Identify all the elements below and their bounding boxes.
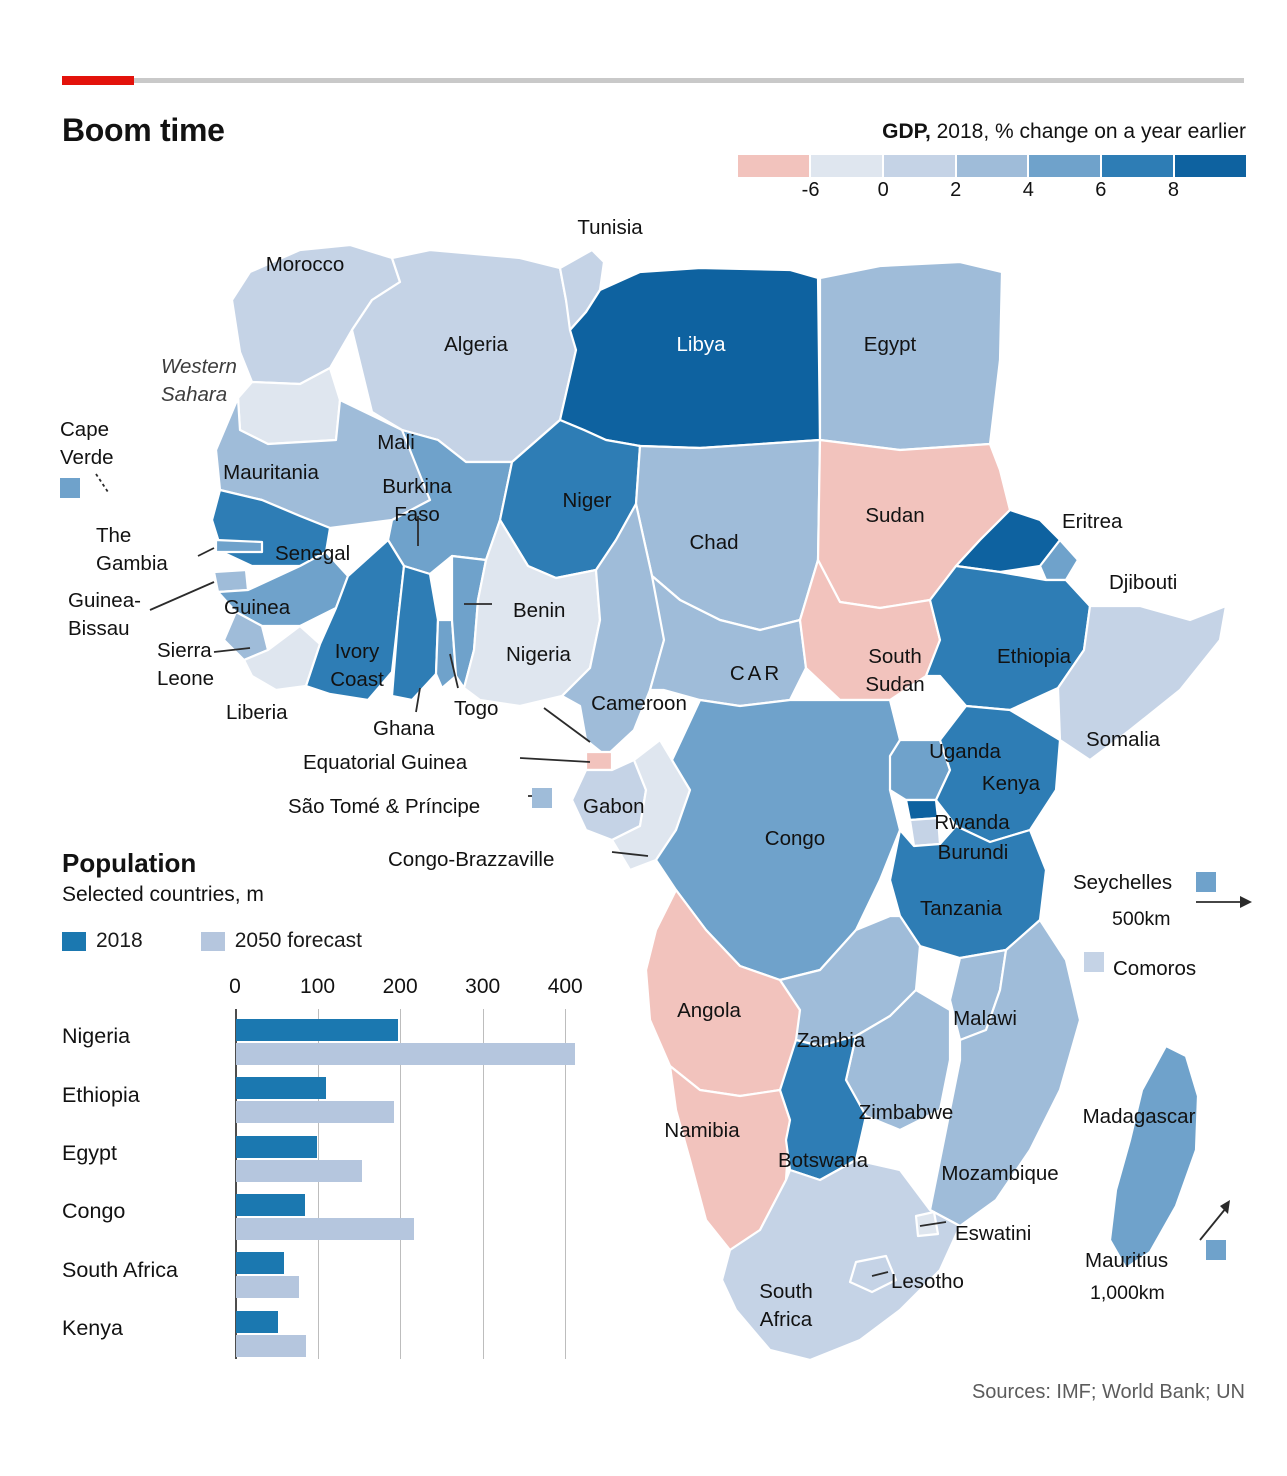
map-label-senegal: Senegal bbox=[275, 542, 351, 565]
map-label-cape: Cape bbox=[60, 418, 110, 441]
legend-label-2050: 2050 forecast bbox=[234, 929, 362, 952]
x-tick-0: 0 bbox=[229, 975, 241, 998]
map-label-djibouti: Djibouti bbox=[1109, 571, 1178, 594]
map-label-comoros: Comoros bbox=[1113, 957, 1197, 980]
island-mauritius bbox=[1206, 1240, 1226, 1260]
gdp-tick-6: 6 bbox=[1095, 179, 1107, 201]
map-label-mali: Mali bbox=[377, 431, 415, 454]
map-label-bissau: Bissau bbox=[68, 617, 130, 640]
map-label-malawi: Malawi bbox=[953, 1007, 1017, 1030]
map-label-burkina: Burkina bbox=[382, 475, 452, 498]
legend-swatch-2018 bbox=[62, 932, 86, 951]
leader-eq-guinea bbox=[520, 758, 590, 762]
leader-gambia bbox=[198, 548, 214, 556]
map-label-namibia: Namibia bbox=[664, 1119, 740, 1142]
x-tick-200: 200 bbox=[382, 975, 418, 998]
gdp-legend-title-rest: 2018, % change on a year earlier bbox=[930, 120, 1246, 143]
bar-2050-kenya bbox=[236, 1335, 306, 1357]
bar-2018-south-africa bbox=[236, 1252, 284, 1274]
category-label-south-africa: South Africa bbox=[62, 1257, 178, 1282]
bar-2050-nigeria bbox=[236, 1043, 575, 1065]
map-label-coast: Coast bbox=[330, 668, 384, 691]
country-guinea-bissau bbox=[214, 570, 248, 592]
map-label-car: CAR bbox=[729, 662, 783, 685]
map-label-burundi: Burundi bbox=[937, 841, 1009, 864]
population-chart-legend bbox=[62, 929, 622, 953]
map-label-eswatini: Eswatini bbox=[955, 1222, 1032, 1245]
scale-500km: 500km bbox=[1112, 908, 1171, 930]
bar-2050-south-africa bbox=[236, 1276, 299, 1298]
map-label-morocco: Morocco bbox=[265, 253, 345, 276]
category-label-congo: Congo bbox=[62, 1199, 126, 1224]
map-label-guinea: Guinea bbox=[224, 596, 291, 619]
bar-2018-kenya bbox=[236, 1311, 278, 1333]
country-rwanda bbox=[906, 800, 938, 820]
map-label-zambia: Zambia bbox=[796, 1029, 866, 1052]
bar-2018-nigeria bbox=[236, 1019, 398, 1041]
gdp-legend-title-bold: GDP, bbox=[882, 120, 931, 143]
map-label-uganda: Uganda bbox=[929, 740, 1001, 763]
map-label-togo: Togo bbox=[454, 697, 499, 720]
map-label-angola: Angola bbox=[677, 999, 741, 1022]
legend-label-2018: 2018 bbox=[96, 929, 143, 952]
map-label-congo: Congo bbox=[764, 827, 826, 850]
map-label-the: The bbox=[96, 524, 132, 547]
bar-2050-egypt bbox=[236, 1160, 362, 1182]
island-cape-verde bbox=[60, 478, 80, 498]
map-label-south: South bbox=[868, 645, 922, 668]
map-label-western: Western bbox=[161, 355, 237, 378]
island-comoros bbox=[1084, 952, 1104, 972]
x-tick-300: 300 bbox=[465, 975, 501, 998]
map-label-eritrea: Eritrea bbox=[1062, 510, 1123, 533]
gdp-tick-2: 2 bbox=[950, 179, 962, 201]
map-label-ethiopia: Ethiopia bbox=[996, 645, 1072, 668]
map-label-egypt: Egypt bbox=[863, 333, 917, 356]
scale-1000km: 1,000km bbox=[1090, 1282, 1165, 1304]
map-label-south: South bbox=[759, 1280, 813, 1303]
map-label-faso: Faso bbox=[394, 503, 440, 526]
map-label-liberia: Liberia bbox=[226, 701, 288, 724]
country-gambia bbox=[216, 540, 262, 552]
map-label-somalia: Somalia bbox=[1085, 728, 1161, 751]
plot-area bbox=[235, 1009, 590, 1359]
map-label-mauritania: Mauritania bbox=[223, 461, 319, 484]
bar-2018-congo bbox=[236, 1194, 305, 1216]
map-label-niger: Niger bbox=[562, 489, 612, 512]
map-label-tunisia: Tunisia bbox=[577, 216, 643, 239]
population-chart-title: Population bbox=[62, 848, 197, 878]
leader-guinea-bissau bbox=[150, 582, 214, 610]
legend-swatch-2050 bbox=[201, 932, 225, 951]
map-label-botswana: Botswana bbox=[777, 1149, 869, 1172]
map-label-mozambique: Mozambique bbox=[941, 1162, 1059, 1185]
arrowhead-mauritius bbox=[1220, 1200, 1230, 1214]
leader-cape-verde bbox=[96, 474, 108, 492]
map-label-s-o-tom-pr-ncipe: São Tomé & Príncipe bbox=[288, 795, 481, 818]
map-label-tanzania: Tanzania bbox=[919, 897, 1003, 920]
category-label-egypt: Egypt bbox=[62, 1140, 117, 1165]
category-label-kenya: Kenya bbox=[62, 1315, 123, 1340]
country-equatorial-guinea bbox=[586, 752, 612, 770]
map-label-algeria: Algeria bbox=[444, 333, 508, 356]
bar-2050-ethiopia bbox=[236, 1101, 394, 1123]
map-label-guinea-: Guinea- bbox=[68, 589, 141, 612]
country-libya bbox=[560, 268, 820, 448]
page-title: Boom time bbox=[62, 112, 225, 148]
map-label-libya: Libya bbox=[676, 333, 726, 356]
map-label-madagascar: Madagascar bbox=[1082, 1105, 1196, 1128]
x-axis-tick-labels bbox=[62, 975, 590, 1005]
map-label-kenya: Kenya bbox=[981, 772, 1041, 795]
x-tick-100: 100 bbox=[300, 975, 336, 998]
sources-note: Sources: IMF; World Bank; UN bbox=[971, 1381, 1245, 1403]
arrowhead-seychelles bbox=[1240, 896, 1252, 908]
island-sao-tome bbox=[532, 788, 552, 808]
population-bar-chart bbox=[62, 975, 590, 1365]
category-label-ethiopia: Ethiopia bbox=[62, 1082, 140, 1107]
country-madagascar bbox=[1110, 1046, 1198, 1268]
map-label-africa: Africa bbox=[759, 1308, 813, 1331]
map-label-lesotho: Lesotho bbox=[891, 1270, 964, 1293]
gdp-tick-4: 4 bbox=[1022, 179, 1034, 201]
map-label-gabon: Gabon bbox=[583, 795, 645, 818]
map-label-ghana: Ghana bbox=[373, 717, 435, 740]
bar-2050-congo bbox=[236, 1218, 414, 1240]
map-label-leone: Leone bbox=[157, 667, 215, 690]
x-tick-400: 400 bbox=[547, 975, 583, 998]
map-label-zimbabwe: Zimbabwe bbox=[858, 1101, 954, 1124]
gdp-tick-0: 0 bbox=[877, 179, 889, 201]
map-label-rwanda: Rwanda bbox=[934, 811, 1010, 834]
population-chart bbox=[62, 848, 622, 1365]
map-label-ivory: Ivory bbox=[334, 640, 380, 663]
map-label-sudan: Sudan bbox=[865, 504, 925, 527]
leader-mauritius bbox=[1200, 1208, 1226, 1240]
map-label-sahara: Sahara bbox=[161, 383, 228, 406]
category-label-nigeria: Nigeria bbox=[62, 1024, 131, 1049]
map-label-seychelles: Seychelles bbox=[1073, 871, 1173, 894]
bar-2018-ethiopia bbox=[236, 1077, 326, 1099]
map-label-nigeria: Nigeria bbox=[506, 643, 571, 666]
map-label-benin: Benin bbox=[513, 599, 566, 622]
map-label-congo-brazzaville: Congo-Brazzaville bbox=[388, 848, 555, 871]
map-label-cameroon: Cameroon bbox=[591, 692, 687, 715]
map-label-equatorial-guinea: Equatorial Guinea bbox=[303, 751, 468, 774]
map-label-verde: Verde bbox=[60, 446, 114, 469]
population-chart-subtitle: Selected countries, m bbox=[62, 883, 264, 906]
map-label-sierra: Sierra bbox=[157, 639, 212, 662]
map-label-sudan: Sudan bbox=[865, 673, 925, 696]
map-label-mauritius: Mauritius bbox=[1085, 1249, 1169, 1272]
map-label-chad: Chad bbox=[689, 531, 739, 554]
island-seychelles bbox=[1196, 872, 1216, 892]
bar-2018-egypt bbox=[236, 1136, 317, 1158]
gdp-tick-8: 8 bbox=[1167, 179, 1179, 201]
gdp-tick--6: -6 bbox=[801, 179, 820, 201]
map-label-gambia: Gambia bbox=[96, 552, 168, 575]
